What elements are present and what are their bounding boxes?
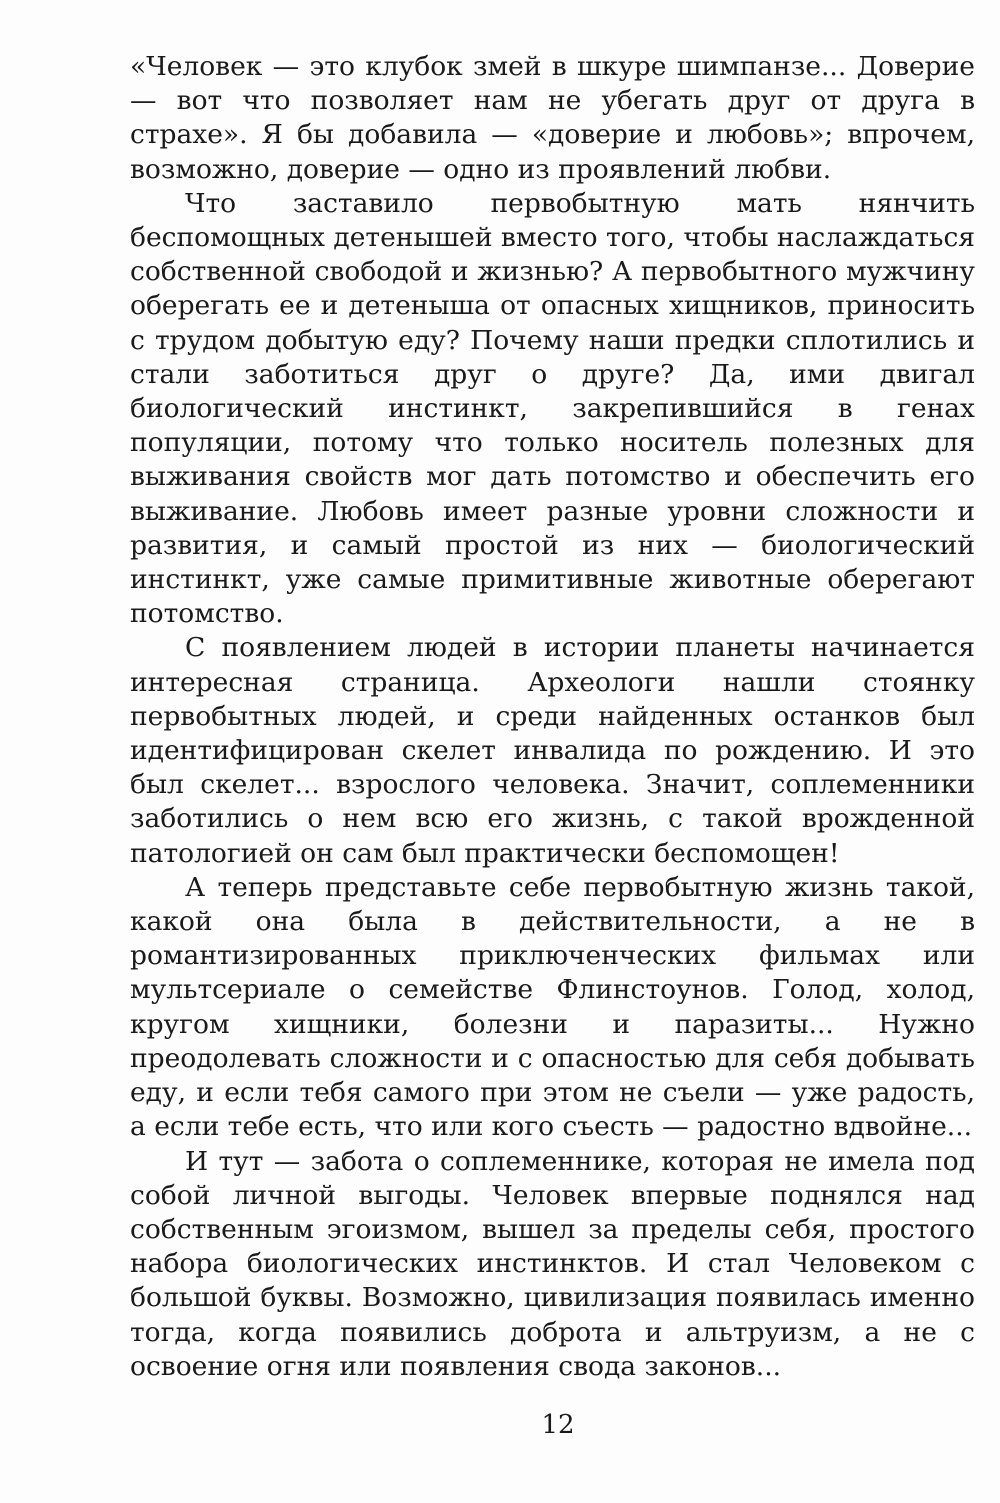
page-number: 12 xyxy=(541,1410,575,1440)
paragraph-2: Что заставило первобытную мать нянчить беспомощных детенышей вместо того, чтобы наслаждаться собственной свободой и жизнью? А первобытного мужчину оберегать ее и детеныша от опасных хищников, приносить с трудом добытую еду? Почему наши предки сплотились и стали заботиться друг о друге? Да, ими двигал биологический инстинкт, закрепившийся в генах популяции, потому что только носитель полезных для выживания свойств мог дать потомство и обеспечить его выживание. Любовь имеет разные уровни сложности и развития, и самый простой из них — биологический инстинкт, уже самые примитивные животные оберегают потомство. xyxy=(130,187,975,630)
paragraph-4: А теперь представьте себе первобытную жизнь такой, какой она была в действительности, а не в романтизированных приключенческих фильмах или мультсериале о семействе Флинстоунов. Голод, холод, кругом хищники, болезни и паразиты... Нужно преодолевать сложности и с опасностью для себя добывать еду, и если тебя самого при этом не съели — уже радость, а если тебе есть, что или кого съесть — радостно вдвойне... xyxy=(130,871,975,1143)
paragraph-5: И тут — забота о соплеменнике, которая не имела под собой личной выгоды. Человек впервые поднялся над собственным эгоизмом, вышел за пределы себя, простого набора биологических инстинктов. И стал Человеком с большой буквы. Возможно, цивилизация появилась именно тогда, когда появились доброта и альтруизм, а не с освоение огня или появления свода законов... xyxy=(130,1145,975,1382)
body-text xyxy=(130,50,975,1384)
page-number-container xyxy=(0,1410,1000,1440)
paragraph-3: С появлением людей в истории планеты начинается интересная страница. Археологи нашли стоянку первобытных людей, и среди найденных останков был идентифицирован скелет инвалида по рождению. И это был скелет... взрослого человека. Значит, соплеменники заботились о нем всю его жизнь, с такой врожденной патологией он сам был практически беспомощен! xyxy=(130,632,975,869)
paragraph-1: «Человек — это клубок змей в шкуре шимпанзе... Доверие — вот что позволяет нам не убегать друг от друга в страхе». Я бы добавила — «доверие и любовь»; впрочем, возможно, доверие — одно из проявлений любви. xyxy=(130,51,975,185)
